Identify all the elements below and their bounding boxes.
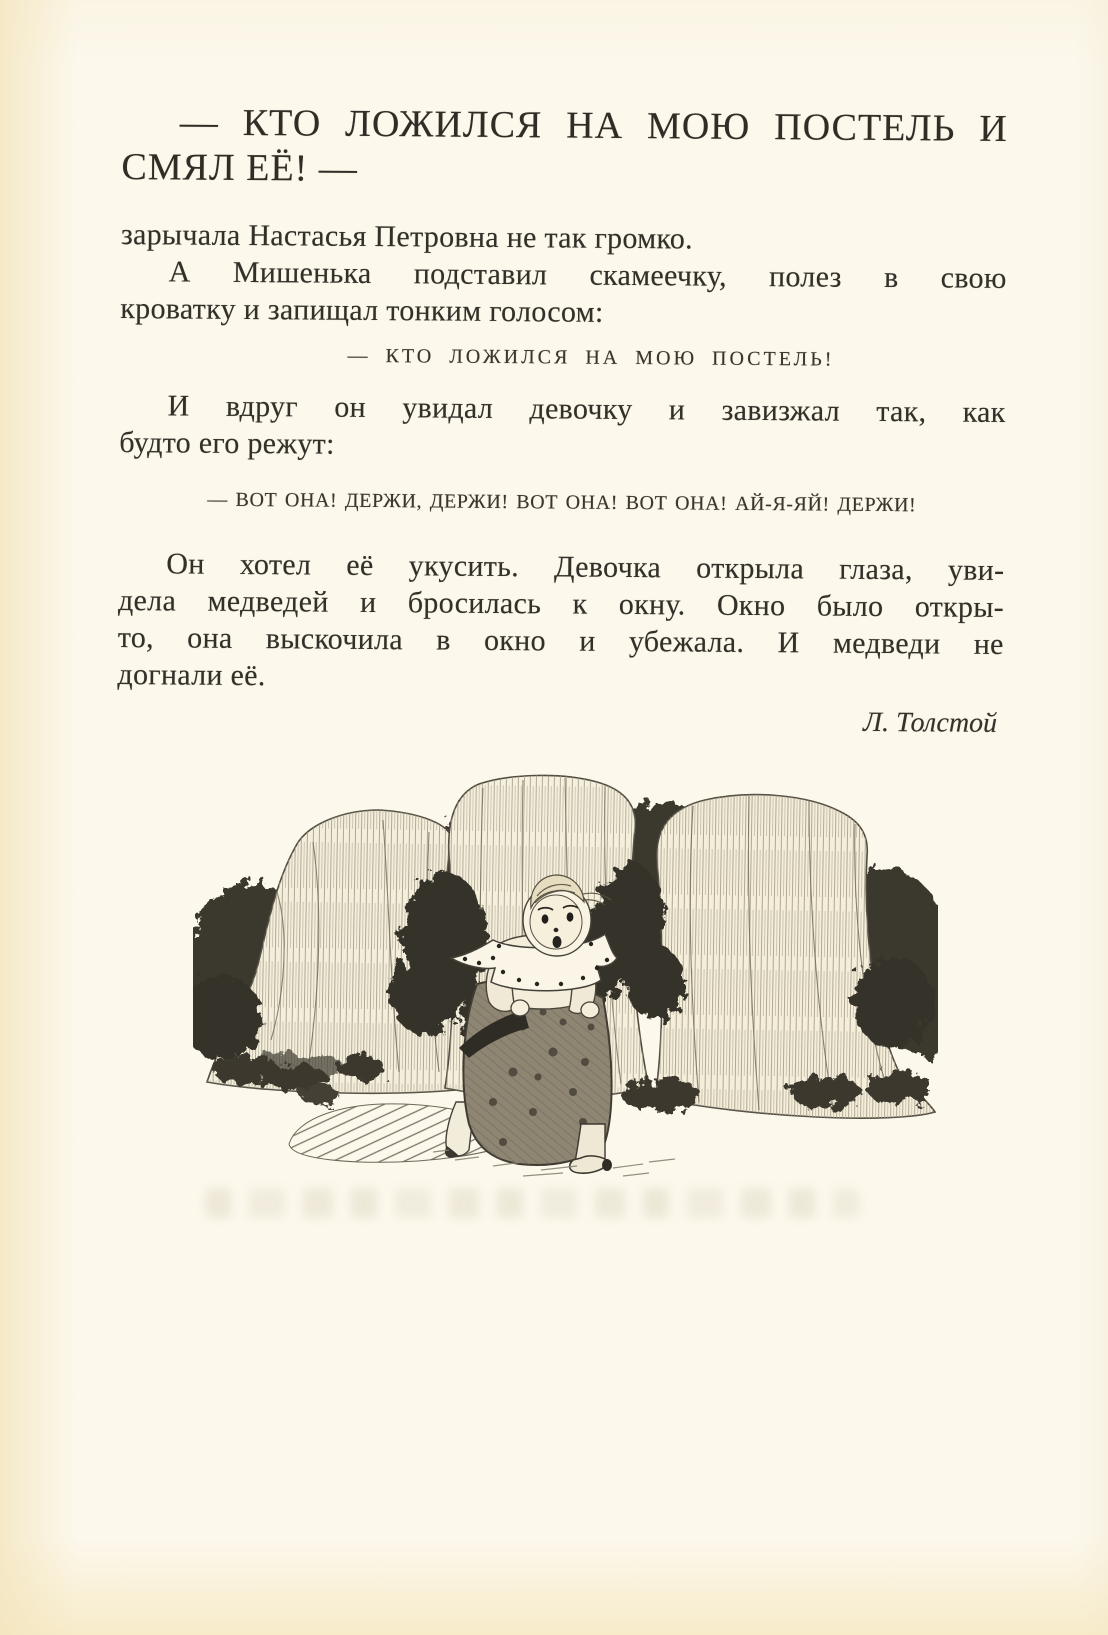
paragraph-final: Он хотел её укусить. Девочка открыла глаза, уви- дела медведей и бросилась к окну. Окно было откры- то, она выскочила в окно и убежала. И медведи не догнали её. [117, 547, 1005, 693]
story-illustration [193, 772, 938, 1212]
paragraph-growl: зарычала Настасья Петровна не так громко. [120, 217, 694, 256]
girl-left-hand [511, 1000, 529, 1016]
story-text [117, 100, 1008, 739]
story-heading: — КТО ЛОЖИЛСЯ НА МОЮ ПОСТЕЛЬ И СМЯЛ ЕЁ! — [121, 101, 1008, 190]
author-signature: Л. Толстой [862, 706, 998, 739]
paragraph-vdrug: И вдруг он увидал девочку и завизжал так, как будто его режут: [119, 389, 1006, 461]
bear-quote-1: — КТО ЛОЖИЛСЯ НА МОЮ ПОСТЕЛЬ! [347, 344, 835, 371]
forest-engraving [193, 772, 938, 1212]
bear-quote-2: — ВОТ ОНА! ДЕРЖИ, ДЕРЖИ! ВОТ ОНА! ВОТ ОНА! АЙ-Я-ЯЙ! ДЕРЖИ! [207, 488, 917, 517]
girl-right-hand [581, 1002, 599, 1018]
paragraph-mishenka: А Мишенька подставил скамеечку, полез в свою кроватку и запищал тонким голосом: [120, 255, 1007, 329]
